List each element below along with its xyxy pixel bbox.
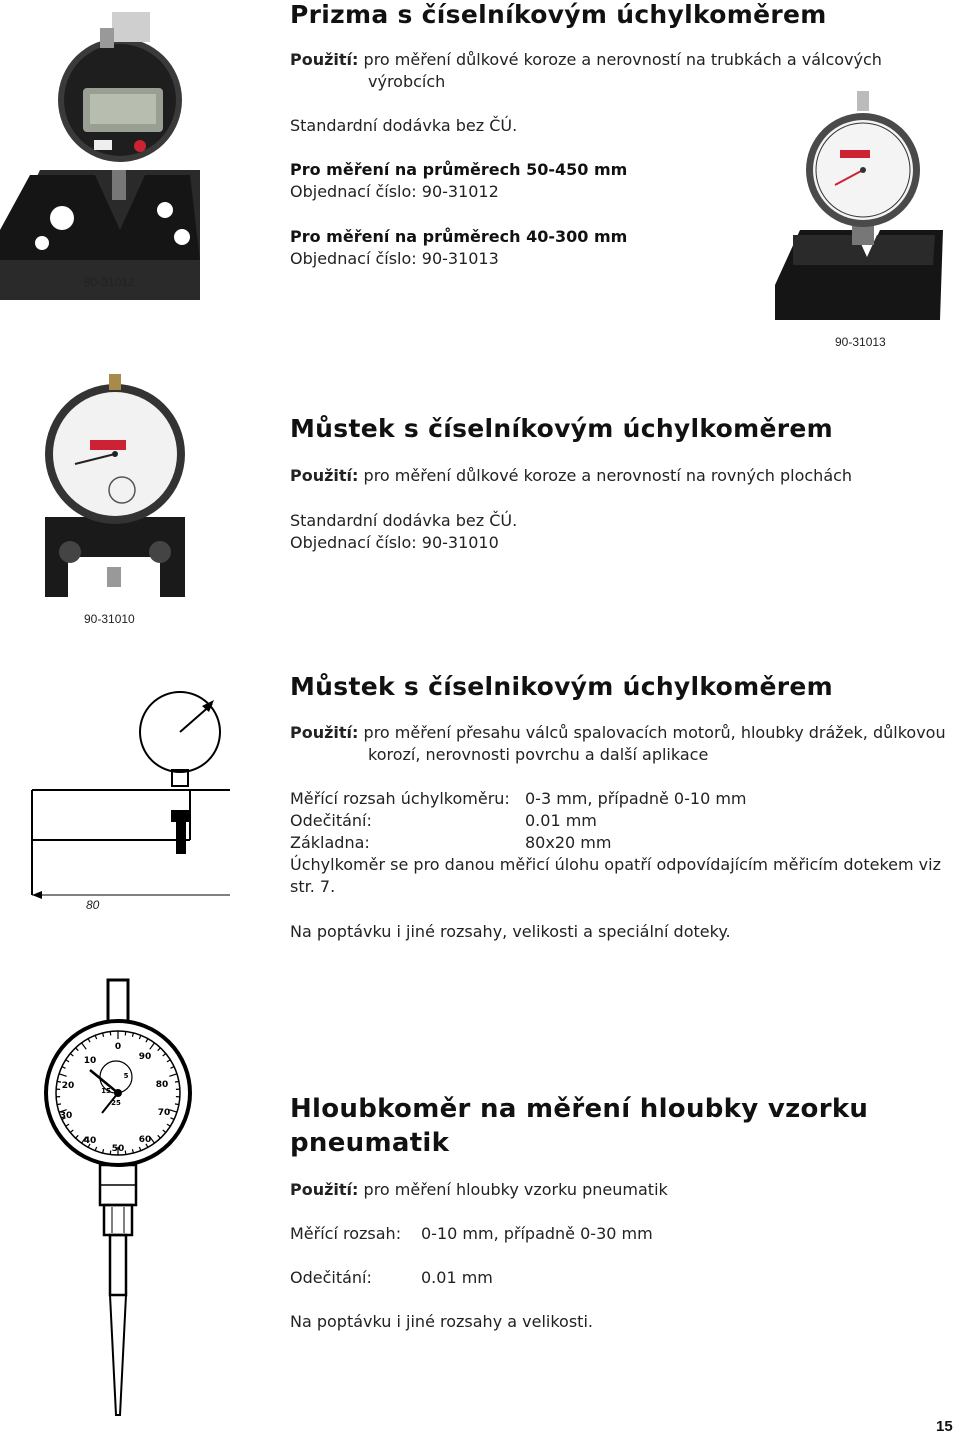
svg-text:40: 40 bbox=[83, 1136, 97, 1146]
dial-tick bbox=[175, 1104, 179, 1105]
section4-title: Hloubkoměr na měření hloubky vzorku pneumatik bbox=[290, 1094, 869, 1158]
spec-row-base: Základna: 80x20 mm bbox=[290, 833, 612, 852]
section2-image-bridge-gauge bbox=[40, 372, 190, 602]
usage-label: Použití: bbox=[290, 50, 359, 69]
section3-title: Můstek s číselnikovým úchylkoměrem bbox=[290, 672, 833, 701]
svg-text:60: 60 bbox=[138, 1135, 152, 1145]
usage-text: pro měření důlkové koroze a nerovností na trubkách a válcových bbox=[363, 50, 882, 69]
section2-title: Můstek s číselníkovým úchylkoměrem bbox=[290, 414, 833, 443]
svg-text:80: 80 bbox=[155, 1080, 169, 1090]
section3-usage bbox=[290, 722, 950, 766]
dial-tick bbox=[125, 1151, 126, 1155]
variant1-order: Objednací číslo: 90-31012 bbox=[290, 182, 499, 201]
section4-spec-range: Měřící rozsah: 0-10 mm, případně 0-30 mm bbox=[290, 1224, 653, 1243]
svg-text:20: 20 bbox=[61, 1081, 75, 1091]
svg-text:25: 25 bbox=[111, 1099, 121, 1107]
spec-row-range: Měřící rozsah úchylkoměru: 0-3 mm, případně 0-10 mm bbox=[290, 789, 747, 808]
dial-tick bbox=[175, 1081, 179, 1082]
image2-code: 90-31013 bbox=[835, 335, 886, 349]
section4-request: Na poptávku i jiné rozsahy a velikosti. bbox=[290, 1312, 593, 1331]
diagram-dimension-label: 80 bbox=[86, 898, 100, 912]
dial-tick bbox=[57, 1081, 61, 1082]
section3-specs bbox=[290, 788, 747, 854]
variant2-order: Objednací číslo: 90-31013 bbox=[290, 249, 499, 268]
section4-depth-gauge-drawing bbox=[40, 975, 200, 1420]
usage-label: Použití: bbox=[290, 723, 359, 742]
section3-diagram bbox=[30, 690, 230, 915]
usage-label: Použití: bbox=[290, 1180, 359, 1199]
svg-text:90: 90 bbox=[138, 1052, 152, 1062]
variant2-heading: Pro měření na průměrech 40-300 mm bbox=[290, 227, 628, 246]
section4-usage bbox=[290, 1179, 668, 1201]
svg-text:0: 0 bbox=[114, 1042, 122, 1052]
section1-title: Prizma s číselníkovým úchylkoměrem bbox=[290, 0, 827, 29]
section3-note: Úchylkoměr se pro danou měřicí úlohu opatří odpovídajícím měřicím dotekem viz str. 7. bbox=[290, 855, 941, 896]
section2-delivery: Standardní dodávka bez ČÚ. bbox=[290, 511, 518, 530]
dial-tick bbox=[110, 1151, 111, 1155]
image1-code: 90-31012 bbox=[84, 275, 135, 289]
svg-text:5: 5 bbox=[123, 1072, 129, 1080]
section1-image-analog-prism bbox=[775, 85, 960, 325]
svg-text:70: 70 bbox=[157, 1108, 171, 1118]
dial-tick bbox=[110, 1031, 111, 1035]
dial-tick bbox=[125, 1031, 126, 1035]
section2-image-code: 90-31010 bbox=[84, 612, 135, 626]
page-number: 15 bbox=[936, 1418, 953, 1435]
spec-row-reading: Odečitání: 0.01 mm bbox=[290, 811, 597, 830]
svg-text:15: 15 bbox=[101, 1087, 111, 1095]
dial-tick bbox=[57, 1104, 61, 1105]
svg-text:30: 30 bbox=[59, 1111, 73, 1121]
usage-text: pro měření přesahu válců spalovacích motorů, hloubky drážek, důlkovou bbox=[363, 723, 946, 742]
variant1-heading: Pro měření na průměrech 50-450 mm bbox=[290, 160, 628, 179]
svg-text:50: 50 bbox=[111, 1144, 125, 1154]
usage-label: Použití: bbox=[290, 466, 359, 485]
usage-text-2: korozí, nerovnosti povrchu a další aplikace bbox=[368, 745, 709, 764]
section2-usage bbox=[290, 465, 852, 487]
section2-order: Objednací číslo: 90-31010 bbox=[290, 533, 499, 552]
section3-request: Na poptávku i jiné rozsahy, velikosti a speciální doteky. bbox=[290, 922, 731, 941]
section4-spec-reading: Odečitání: 0.01 mm bbox=[290, 1268, 493, 1287]
section1-delivery: Standardní dodávka bez ČÚ. bbox=[290, 116, 518, 135]
svg-text:10: 10 bbox=[83, 1056, 97, 1066]
usage-text-2: výrobcích bbox=[368, 72, 446, 91]
usage-text: pro měření důlkové koroze a nerovností na rovných plochách bbox=[363, 466, 853, 485]
section1-image-digital-prism bbox=[0, 0, 200, 300]
usage-text: pro měření hloubky vzorku pneumatik bbox=[363, 1180, 668, 1199]
